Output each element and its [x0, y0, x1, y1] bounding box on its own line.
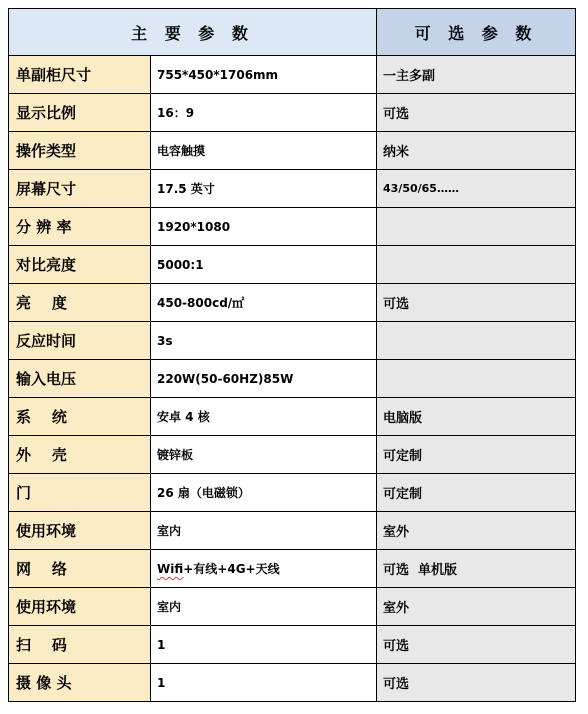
row-label: 门	[9, 474, 151, 512]
row-value: 26 扇（电磁锁）	[151, 474, 377, 512]
row-label: 外 壳	[9, 436, 151, 474]
header-main-params: 主 要 参 数	[9, 9, 377, 56]
table-row	[9, 170, 576, 208]
row-optional: 可选	[377, 626, 576, 664]
table-row	[9, 94, 576, 132]
row-optional: 可选 单机版	[377, 550, 576, 588]
row-value: 450-800cd/㎡	[151, 284, 377, 322]
row-optional: 可选	[377, 94, 576, 132]
row-optional: 可定制	[377, 474, 576, 512]
row-optional: 可定制	[377, 436, 576, 474]
row-optional	[377, 246, 576, 284]
table-row	[9, 436, 576, 474]
spellcheck-word: Wifi	[157, 562, 184, 576]
parameter-table	[8, 8, 576, 702]
row-optional: 纳米	[377, 132, 576, 170]
row-label: 对比亮度	[9, 246, 151, 284]
row-label: 扫 码	[9, 626, 151, 664]
row-value	[151, 550, 377, 588]
table-row	[9, 322, 576, 360]
row-value: 室内	[151, 512, 377, 550]
row-value: 1	[151, 626, 377, 664]
row-optional: 室外	[377, 512, 576, 550]
table-row	[9, 56, 576, 94]
row-label: 反应时间	[9, 322, 151, 360]
table-row	[9, 474, 576, 512]
row-optional: 一主多副	[377, 56, 576, 94]
header-optional-params: 可 选 参 数	[377, 9, 576, 56]
row-value: 安卓 4 核	[151, 398, 377, 436]
row-label: 单副柜尺寸	[9, 56, 151, 94]
row-optional	[377, 360, 576, 398]
row-value: 室内	[151, 588, 377, 626]
table-row	[9, 588, 576, 626]
row-label: 网 络	[9, 550, 151, 588]
row-value: 电容触摸	[151, 132, 377, 170]
table-row	[9, 246, 576, 284]
table-header-row	[9, 9, 576, 56]
table-row	[9, 398, 576, 436]
row-optional	[377, 322, 576, 360]
row-value-rest: +有线+4G+天线	[183, 562, 280, 576]
row-value: 755*450*1706mm	[151, 56, 377, 94]
row-value: 3s	[151, 322, 377, 360]
table-row	[9, 360, 576, 398]
row-optional: 可选	[377, 284, 576, 322]
row-label: 系 统	[9, 398, 151, 436]
row-optional: 可选	[377, 664, 576, 702]
row-value: 17.5 英寸	[151, 170, 377, 208]
row-value: 220W(50-60HZ)85W	[151, 360, 377, 398]
row-value: 16：9	[151, 94, 377, 132]
row-optional: 电脑版	[377, 398, 576, 436]
row-label: 操作类型	[9, 132, 151, 170]
row-optional: 43/50/65……	[377, 170, 576, 208]
table-row	[9, 550, 576, 588]
row-label: 亮 度	[9, 284, 151, 322]
table-row	[9, 284, 576, 322]
table-row	[9, 664, 576, 702]
row-value: 1	[151, 664, 377, 702]
row-value: 镀锌板	[151, 436, 377, 474]
row-label: 输入电压	[9, 360, 151, 398]
row-optional: 室外	[377, 588, 576, 626]
row-label: 显示比例	[9, 94, 151, 132]
table-row	[9, 208, 576, 246]
table-row	[9, 626, 576, 664]
row-label: 使用环境	[9, 512, 151, 550]
row-label: 分 辨 率	[9, 208, 151, 246]
row-value: 1920*1080	[151, 208, 377, 246]
row-optional	[377, 208, 576, 246]
row-label: 摄 像 头	[9, 664, 151, 702]
table-row	[9, 512, 576, 550]
row-label: 使用环境	[9, 588, 151, 626]
table-row	[9, 132, 576, 170]
row-value: 5000:1	[151, 246, 377, 284]
row-label: 屏幕尺寸	[9, 170, 151, 208]
